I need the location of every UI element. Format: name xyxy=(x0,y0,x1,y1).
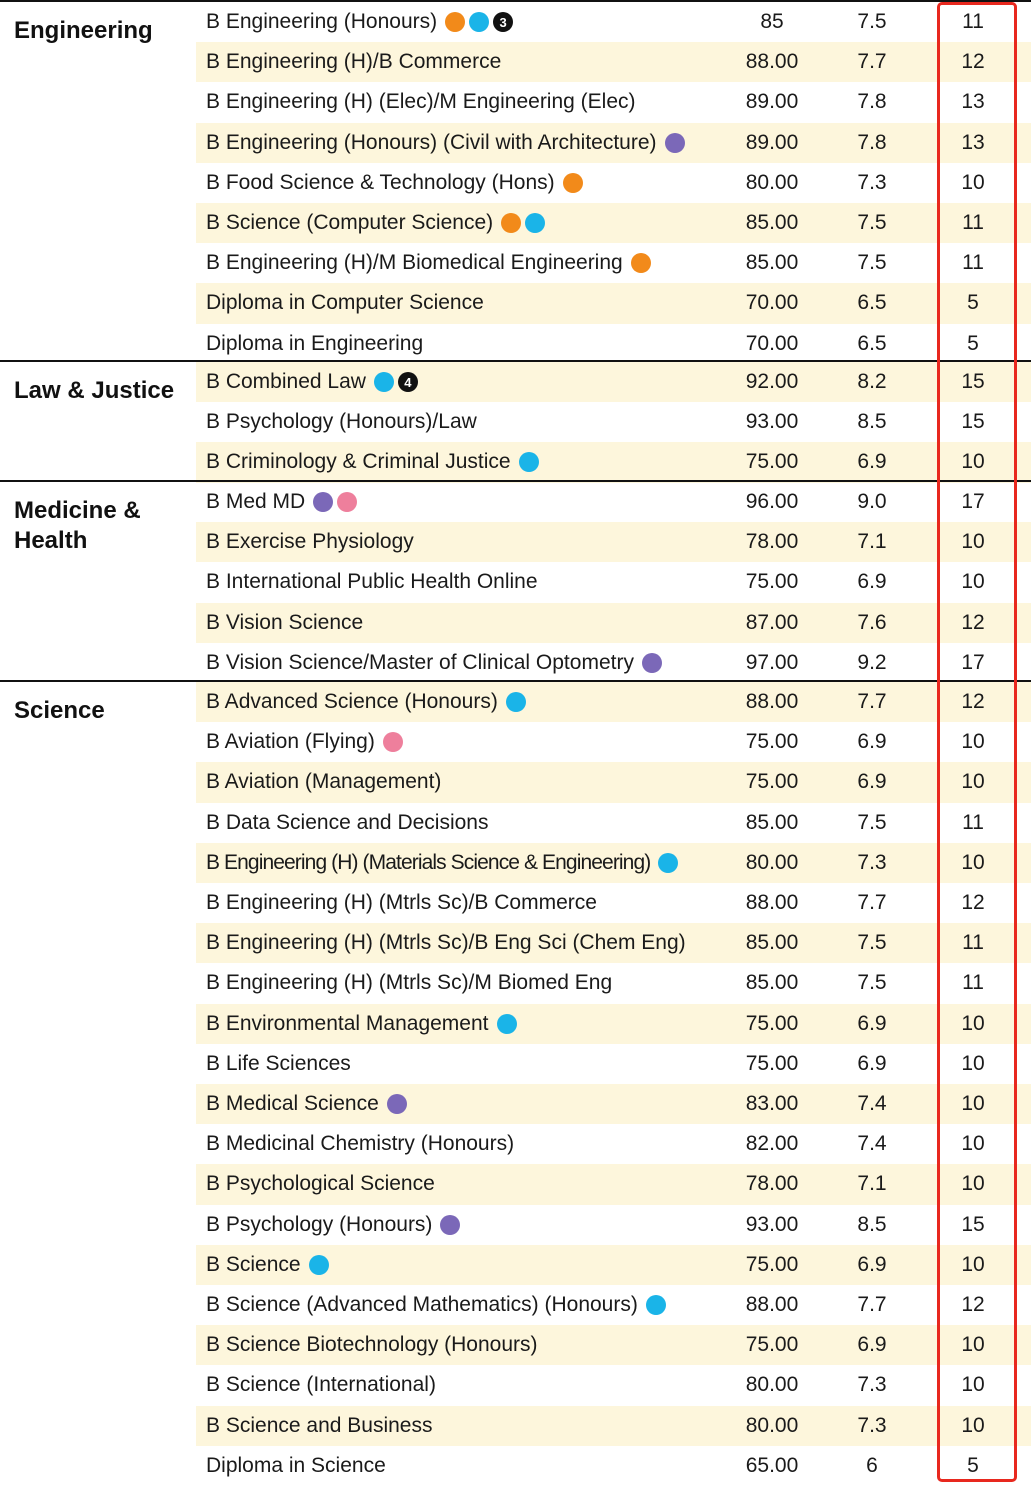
course-name xyxy=(206,1205,460,1245)
points-value: 11 xyxy=(962,10,984,34)
course-name xyxy=(206,803,489,843)
ib-value: 7.5 xyxy=(857,10,887,34)
atar-value: 80.00 xyxy=(745,170,799,194)
ib-value: 6 xyxy=(866,1453,878,1477)
points-value: 10 xyxy=(961,1011,985,1035)
atar-value: 75.00 xyxy=(745,1333,799,1357)
course-name-text: B Engineering (H) (Mtrls Sc)/M Biomed Eng xyxy=(206,971,613,995)
ib-value: 7.1 xyxy=(857,530,887,554)
points-value: 10 xyxy=(961,730,985,754)
table-row xyxy=(196,442,1031,482)
course-name xyxy=(206,203,545,243)
course-name-text: B Science (Computer Science) xyxy=(206,211,494,235)
course-name xyxy=(206,923,686,963)
course-name-text: B Vision Science xyxy=(206,610,364,634)
cyan-dot-icon xyxy=(525,213,545,233)
course-name xyxy=(206,243,651,283)
ib-value: 7.7 xyxy=(857,1293,887,1317)
atar-value: 70.00 xyxy=(745,291,799,315)
orange-dot-icon xyxy=(501,213,521,233)
table-row xyxy=(196,722,1031,762)
ib-value: 8.5 xyxy=(857,1212,887,1236)
table-row xyxy=(196,803,1031,843)
ib-value: 6.5 xyxy=(857,291,887,315)
ib-value: 7.6 xyxy=(857,610,887,634)
atar-value: 75.00 xyxy=(745,1051,799,1075)
ib-value: 6.9 xyxy=(857,1011,887,1035)
ib-value: 8.2 xyxy=(857,370,887,394)
atar-value: 85.00 xyxy=(745,971,799,995)
course-name-text: B Engineering (Honours) xyxy=(206,10,438,34)
course-name xyxy=(206,163,583,203)
purple-dot-icon xyxy=(665,133,685,153)
ib-value: 9.2 xyxy=(857,650,887,674)
points-value: 15 xyxy=(961,1212,985,1236)
table-row xyxy=(196,1124,1031,1164)
atar-value: 88.00 xyxy=(745,1293,799,1317)
section-title: Science xyxy=(14,697,105,724)
course-name xyxy=(206,643,662,683)
purple-dot-icon xyxy=(440,1215,460,1235)
course-name xyxy=(206,1285,666,1325)
ib-value: 7.5 xyxy=(857,211,887,235)
course-name xyxy=(206,1325,538,1365)
points-value: 5 xyxy=(967,1453,979,1477)
course-name-text: B Combined Law xyxy=(206,370,366,394)
table-row xyxy=(196,1164,1031,1204)
atar-value: 92.00 xyxy=(745,370,799,394)
course-name-text: B Engineering (H) (Elec)/M Engineering (Elec) xyxy=(206,90,636,114)
course-name-text: B Medicinal Chemistry (Honours) xyxy=(206,1132,515,1156)
atar-value: 85.00 xyxy=(745,931,799,955)
course-name-text: B Life Sciences xyxy=(206,1051,351,1075)
ib-value: 7.3 xyxy=(857,1373,887,1397)
course-name-text: B Exercise Physiology xyxy=(206,530,414,554)
atar-value: 93.00 xyxy=(745,1212,799,1236)
atar-value: 75.00 xyxy=(745,570,799,594)
course-name xyxy=(206,562,538,602)
course-name-text: B Advanced Science (Honours) xyxy=(206,690,498,714)
orange-dot-icon xyxy=(631,253,651,273)
ib-value: 6.9 xyxy=(857,730,887,754)
course-name-text: B Engineering (H)/B Commerce xyxy=(206,50,502,74)
table-row xyxy=(196,1285,1031,1325)
points-value: 11 xyxy=(962,810,984,834)
section-title-line: Medicine & xyxy=(14,497,141,524)
atar-value: 80.00 xyxy=(745,1373,799,1397)
atar-value: 85.00 xyxy=(745,211,799,235)
points-value: 17 xyxy=(961,650,985,674)
table-row xyxy=(196,1004,1031,1044)
points-value: 15 xyxy=(961,370,985,394)
course-name xyxy=(206,722,403,762)
table-row xyxy=(196,1325,1031,1365)
ib-value: 7.8 xyxy=(857,90,887,114)
ib-value: 7.8 xyxy=(857,130,887,154)
table-row xyxy=(196,1084,1031,1124)
course-name xyxy=(206,1406,432,1446)
table-row xyxy=(196,482,1031,522)
atar-value: 75.00 xyxy=(745,730,799,754)
points-value: 10 xyxy=(961,850,985,874)
course-name-text: B Environmental Management xyxy=(206,1011,489,1035)
ib-value: 6.9 xyxy=(857,770,887,794)
points-value: 10 xyxy=(961,1132,985,1156)
table-row xyxy=(196,123,1031,163)
cyan-dot-icon xyxy=(658,853,678,873)
course-name-text: B Engineering (H) (Mtrls Sc)/B Eng Sci (Chem Eng) xyxy=(206,931,686,955)
atar-value: 78.00 xyxy=(745,1172,799,1196)
atar-value: 97.00 xyxy=(745,650,799,674)
points-value: 10 xyxy=(961,770,985,794)
ib-value: 7.3 xyxy=(857,1413,887,1437)
points-value: 10 xyxy=(961,1051,985,1075)
atar-value: 75.00 xyxy=(745,450,799,474)
points-value: 10 xyxy=(961,450,985,474)
cyan-dot-icon xyxy=(497,1014,517,1034)
atar-value: 88.00 xyxy=(745,50,799,74)
course-name xyxy=(206,1245,329,1285)
points-value: 17 xyxy=(961,490,985,514)
course-name xyxy=(206,1084,407,1124)
ib-value: 7.7 xyxy=(857,50,887,74)
course-name-text: B Science (Advanced Mathematics) (Honours) xyxy=(206,1293,638,1317)
points-value: 10 xyxy=(961,1413,985,1437)
table-row xyxy=(196,963,1031,1003)
ib-value: 7.5 xyxy=(857,810,887,834)
ib-value: 7.3 xyxy=(857,850,887,874)
cyan-dot-icon xyxy=(374,372,394,392)
course-name-text: B Vision Science/Master of Clinical Optometry xyxy=(206,650,634,674)
footnote-badge: 4 xyxy=(398,372,418,392)
pink-dot-icon xyxy=(383,732,403,752)
course-name xyxy=(206,283,484,323)
atar-value: 85.00 xyxy=(745,810,799,834)
cyan-dot-icon xyxy=(469,12,489,32)
points-value: 10 xyxy=(961,170,985,194)
atar-value: 83.00 xyxy=(745,1092,799,1116)
atar-value: 88.00 xyxy=(745,690,799,714)
points-value: 10 xyxy=(961,1092,985,1116)
table-row xyxy=(196,762,1031,802)
ib-value: 7.4 xyxy=(857,1092,887,1116)
points-value: 10 xyxy=(961,1333,985,1357)
points-value: 10 xyxy=(961,530,985,554)
course-name xyxy=(206,82,636,122)
course-name xyxy=(206,482,357,522)
points-value: 11 xyxy=(962,251,984,275)
course-name xyxy=(206,42,501,82)
ib-value: 6.9 xyxy=(857,450,887,474)
atar-value: 82.00 xyxy=(745,1132,799,1156)
table-row xyxy=(196,402,1031,442)
points-value: 10 xyxy=(961,1172,985,1196)
atar-value: 85 xyxy=(760,10,784,34)
course-name-text: B International Public Health Online xyxy=(206,570,538,594)
cyan-dot-icon xyxy=(506,692,526,712)
course-name xyxy=(206,362,418,402)
atar-value: 96.00 xyxy=(745,490,799,514)
points-value: 10 xyxy=(961,1252,985,1276)
cyan-dot-icon xyxy=(646,1295,666,1315)
cyan-dot-icon xyxy=(309,1255,329,1275)
purple-dot-icon xyxy=(313,492,333,512)
course-name xyxy=(206,1044,351,1084)
section-title-line: Health xyxy=(14,527,88,554)
course-name xyxy=(206,883,597,923)
atar-value: 75.00 xyxy=(745,770,799,794)
course-name-text: Diploma in Science xyxy=(206,1453,386,1477)
table-row xyxy=(196,2,1031,42)
points-value: 12 xyxy=(961,50,985,74)
course-name xyxy=(206,843,678,883)
course-name xyxy=(206,1446,386,1486)
course-name xyxy=(206,1365,436,1405)
table-row xyxy=(196,522,1031,562)
ib-value: 7.5 xyxy=(857,931,887,955)
table-row xyxy=(196,923,1031,963)
ib-value: 6.5 xyxy=(857,331,887,355)
table-row xyxy=(196,203,1031,243)
course-name-text: B Med MD xyxy=(206,490,306,514)
purple-dot-icon xyxy=(642,653,662,673)
course-name-text: B Science (International) xyxy=(206,1373,436,1397)
course-name-text: B Engineering (H) (Mtrls Sc)/B Commerce xyxy=(206,891,597,915)
ib-value: 6.9 xyxy=(857,1333,887,1357)
points-value: 12 xyxy=(961,690,985,714)
course-name xyxy=(206,442,539,482)
table-row xyxy=(196,42,1031,82)
course-name-text: B Engineering (Honours) (Civil with Architecture) xyxy=(206,130,657,154)
ib-value: 6.9 xyxy=(857,1051,887,1075)
course-name xyxy=(206,603,363,643)
ib-value: 7.4 xyxy=(857,1132,887,1156)
atar-value: 70.00 xyxy=(745,331,799,355)
atar-value: 65.00 xyxy=(745,1453,799,1477)
cyan-dot-icon xyxy=(519,452,539,472)
course-name-text: B Science and Business xyxy=(206,1413,433,1437)
course-name-text: B Psychology (Honours)/Law xyxy=(206,410,477,434)
course-name-text: B Engineering (H) (Materials Science & Engineering) xyxy=(206,850,651,874)
course-name-text: Diploma in Computer Science xyxy=(206,291,484,315)
pink-dot-icon xyxy=(337,492,357,512)
atar-value: 80.00 xyxy=(745,850,799,874)
course-name-text: B Psychology (Honours) xyxy=(206,1212,433,1236)
points-value: 5 xyxy=(967,331,979,355)
ib-value: 6.9 xyxy=(857,570,887,594)
table-row xyxy=(196,1406,1031,1446)
ib-value: 7.7 xyxy=(857,690,887,714)
atar-value: 75.00 xyxy=(745,1011,799,1035)
table-row xyxy=(196,1245,1031,1285)
points-value: 15 xyxy=(961,410,985,434)
points-value: 13 xyxy=(961,90,985,114)
course-name xyxy=(206,1164,435,1204)
points-value: 13 xyxy=(961,130,985,154)
ib-value: 7.7 xyxy=(857,891,887,915)
footnote-badge: 3 xyxy=(493,12,513,32)
table-row xyxy=(196,243,1031,283)
ib-value: 6.9 xyxy=(857,1252,887,1276)
atar-value: 89.00 xyxy=(745,90,799,114)
table-row xyxy=(196,682,1031,722)
atar-value: 85.00 xyxy=(745,251,799,275)
orange-dot-icon xyxy=(445,12,465,32)
atar-value: 78.00 xyxy=(745,530,799,554)
course-name xyxy=(206,1124,514,1164)
course-name xyxy=(206,762,441,802)
course-name-text: B Medical Science xyxy=(206,1092,379,1116)
atar-value: 75.00 xyxy=(745,1252,799,1276)
atar-value: 93.00 xyxy=(745,410,799,434)
ib-value: 8.5 xyxy=(857,410,887,434)
table-row xyxy=(196,1446,1031,1486)
points-value: 10 xyxy=(961,1373,985,1397)
course-name-text: B Science Biotechnology (Honours) xyxy=(206,1333,538,1357)
atar-value: 89.00 xyxy=(745,130,799,154)
orange-dot-icon xyxy=(563,173,583,193)
table-row xyxy=(196,562,1031,602)
atar-value: 87.00 xyxy=(745,610,799,634)
table-row xyxy=(196,1044,1031,1084)
course-name-text: B Criminology & Criminal Justice xyxy=(206,450,511,474)
table-row xyxy=(196,643,1031,683)
section-title: Law & Justice xyxy=(14,377,175,404)
ib-value: 7.1 xyxy=(857,1172,887,1196)
points-value: 11 xyxy=(962,931,984,955)
course-name-text: B Food Science & Technology (Hons) xyxy=(206,170,555,194)
table-row xyxy=(196,362,1031,402)
table-row xyxy=(196,603,1031,643)
atar-value: 88.00 xyxy=(745,891,799,915)
course-name-text: B Psychological Science xyxy=(206,1172,435,1196)
course-name xyxy=(206,2,513,42)
table-row xyxy=(196,324,1031,364)
ib-value: 7.5 xyxy=(857,251,887,275)
ib-value: 7.3 xyxy=(857,170,887,194)
table-row xyxy=(196,163,1031,203)
purple-dot-icon xyxy=(387,1094,407,1114)
course-name-text: B Engineering (H)/M Biomedical Engineering xyxy=(206,251,623,275)
points-value: 11 xyxy=(962,971,984,995)
course-name-text: B Aviation (Flying) xyxy=(206,730,375,754)
points-value: 10 xyxy=(961,570,985,594)
table-row xyxy=(196,82,1031,122)
course-name-text: Diploma in Engineering xyxy=(206,331,424,355)
points-value: 5 xyxy=(967,291,979,315)
course-name xyxy=(206,963,612,1003)
ib-value: 7.5 xyxy=(857,971,887,995)
course-name xyxy=(206,324,423,364)
section-title: Engineering xyxy=(14,17,153,44)
course-name xyxy=(206,402,477,442)
ib-value: 9.0 xyxy=(857,490,887,514)
section-title xyxy=(14,496,141,556)
table-row xyxy=(196,1205,1031,1245)
points-value: 12 xyxy=(961,891,985,915)
course-name-text: B Aviation (Management) xyxy=(206,770,442,794)
table-row xyxy=(196,883,1031,923)
course-name-text: B Data Science and Decisions xyxy=(206,810,489,834)
course-name xyxy=(206,1004,517,1044)
table-row xyxy=(196,1365,1031,1405)
points-value: 11 xyxy=(962,211,984,235)
course-name xyxy=(206,123,685,163)
points-value: 12 xyxy=(961,610,985,634)
atar-value: 80.00 xyxy=(745,1413,799,1437)
course-name-text: B Science xyxy=(206,1252,301,1276)
table-row xyxy=(196,283,1031,323)
course-name xyxy=(206,522,414,562)
points-value: 12 xyxy=(961,1293,985,1317)
course-name xyxy=(206,682,526,722)
table-row xyxy=(196,843,1031,883)
